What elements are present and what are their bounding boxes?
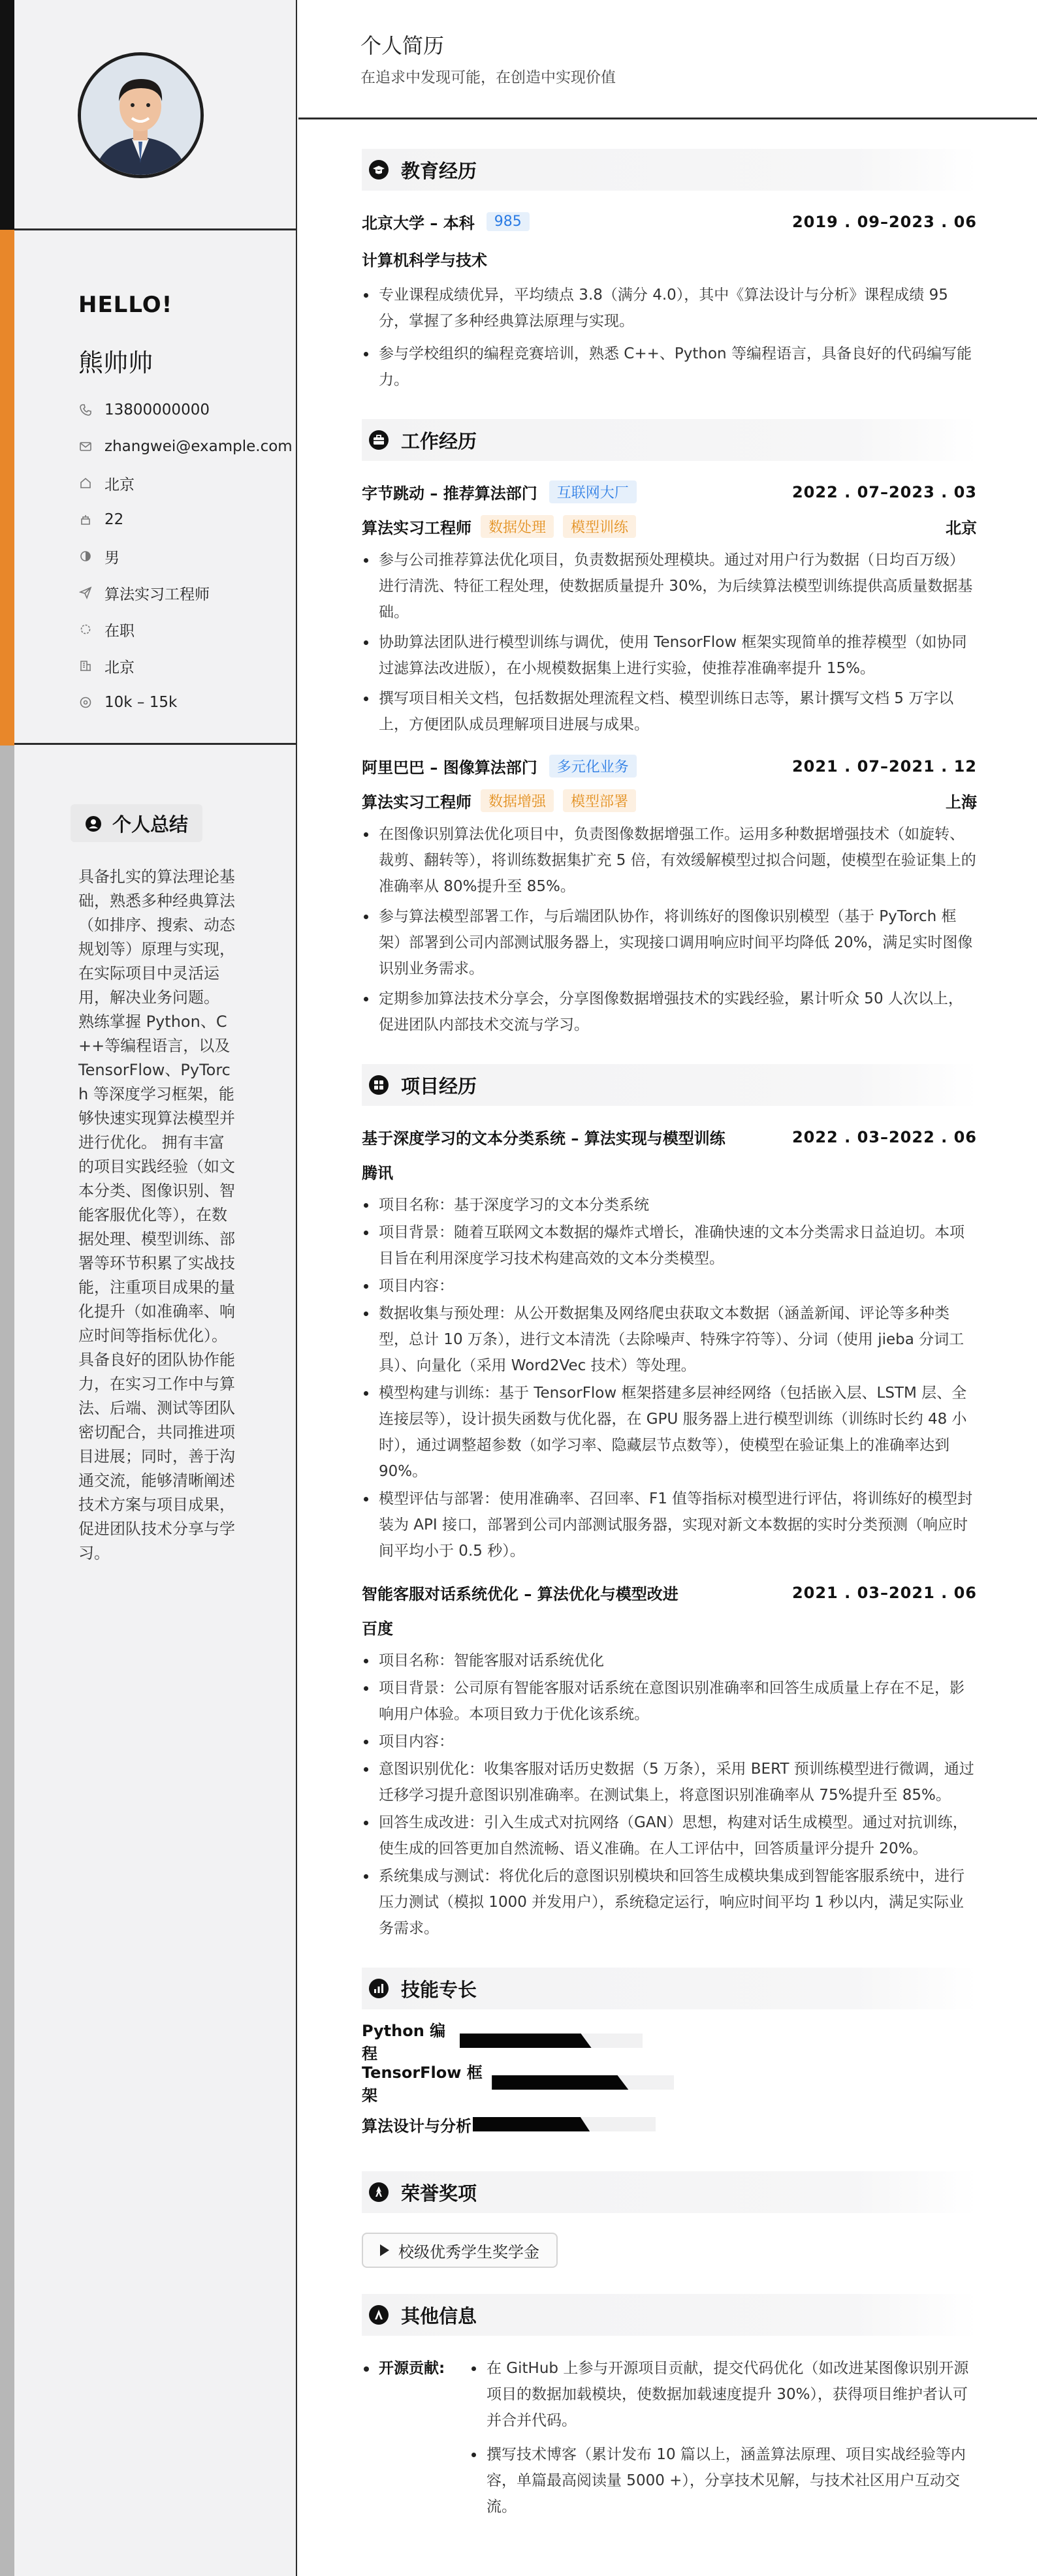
list-item: 撰写技术博客（累计发布 10 篇以上，涵盖算法原理、项目实战经验等内容，单篇最高阅读量 5000 +），分享技术见解，与技术社区用户互动交流。 xyxy=(470,2442,977,2520)
award-label: 校级优秀学生奖学金 xyxy=(398,2242,539,2261)
skill-fill xyxy=(473,2117,590,2131)
list-item: 在图像识别算法优化项目中，负责图像数据增强工作。运用多种数据增强技术（如旋转、裁剪、翻转等），将训练数据集扩充 5 倍，有效缓解模型过拟合问题，使模型在验证集上的准确率从 80%提升至 85%。 xyxy=(362,821,977,900)
skill-item xyxy=(362,2103,674,2145)
skill-name: Python 编程 xyxy=(362,2022,446,2063)
role-tag: 数据处理 xyxy=(481,515,554,538)
sidebar-divider xyxy=(14,743,296,745)
info-salary xyxy=(78,684,293,721)
phone-icon xyxy=(78,403,93,417)
job-role-row xyxy=(362,515,977,538)
list-item: 项目名称：智能客服对话系统优化 xyxy=(362,1648,977,1674)
job-city: 上海 xyxy=(946,793,977,811)
sidebar-stripe-orange xyxy=(0,230,14,746)
salary-icon xyxy=(78,695,93,710)
list-item: 参与算法模型部署工作，与后端团队协作，将训练好的图像识别模型（基于 PyTorch 框架）部署到公司内部测试服务器上，实现接口调用响应时间平均降低 20%，满足实时图像识别业务需求。 xyxy=(362,903,977,982)
section-title: 技能专长 xyxy=(401,1978,477,2001)
info-location xyxy=(78,465,293,501)
info-text: 算法实习工程师 xyxy=(104,586,210,603)
job-company-row xyxy=(362,480,977,503)
project-bullets xyxy=(362,1648,977,1941)
skill-item xyxy=(362,2062,674,2103)
projects-section xyxy=(362,1064,977,1941)
education-section xyxy=(362,149,977,393)
candidate-name: 熊帅帅 xyxy=(78,349,153,377)
section-title: 教育经历 xyxy=(401,159,477,182)
project-item xyxy=(362,1125,977,1564)
award-icon xyxy=(368,2182,389,2203)
company-tag: 互联网大厂 xyxy=(549,480,637,503)
project-org: 百度 xyxy=(362,1620,393,1638)
job-city: 北京 xyxy=(946,519,977,537)
list-item: 撰写项目相关文档，包括数据处理流程文档、模型训练日志等，累计撰写文档 5 万字以上，方便团队成员理解项目进展与成果。 xyxy=(362,685,977,738)
list-item: 协助算法团队进行模型训练与调优，使用 TensorFlow 框架实现简单的推荐模型（如协同过滤算法改进版），在小规模数据集上进行实验，使推荐准确率提升 15%。 xyxy=(362,629,977,682)
job-date: 2021 . 07–2021 . 12 xyxy=(791,757,977,776)
education-date: 2019 . 09–2023 . 06 xyxy=(791,212,977,231)
summary-heading xyxy=(71,804,202,842)
school xyxy=(362,210,530,233)
skill-grid xyxy=(362,2020,977,2145)
info-text: 13800000000 xyxy=(104,401,210,418)
section-title: 荣誉奖项 xyxy=(401,2182,477,2205)
list-item: 专业课程成绩优异，平均绩点 3.8（满分 4.0），其中《算法设计与分析》课程成绩 95 分，掌握了多种经典算法原理与实现。 xyxy=(362,282,977,334)
project-org: 腾讯 xyxy=(362,1164,393,1182)
building-icon xyxy=(78,659,93,673)
list-item: 定期参加算法技术分享会，分享图像数据增强技术的实践经验，累计听众 50 人次以上，促进团队内部技术交流与学习。 xyxy=(362,986,977,1038)
calendar-icon xyxy=(78,512,93,527)
list-item: 项目内容： xyxy=(362,1729,977,1755)
job-bullets xyxy=(362,821,977,1038)
company-name: 字节跳动 – 推荐算法部门 xyxy=(362,484,537,503)
info-position xyxy=(78,574,293,611)
summary-text: 具备扎实的算法理论基础，熟悉多种经典算法（如排序、搜索、动态规划等）原理与实现，在实际项目中灵活运用，解决业务问题。 熟练掌握 Python、C++等编程语言，以及 TensorFlow、PyTorch 等深度学习框架，能够快速实现算法模型并进行优化。 拥有丰富的项目实践经验（如文本分类、图像识别、智能客服优化等），在数据处理、模型训练、部署等环节积累了实战技能，注重项目成果的量化提升（如准确率、响应时间等指标优化）。 具备良好的团队协作能力，在实习工作中与算法、后端、测试等团队密切配合，共同推进项目进展；同时，善于沟通交流，能够清晰阐述技术方案与项目成果，促进团队技术分享与学习。 xyxy=(78,868,235,1562)
contact-info-list xyxy=(78,392,293,721)
info-phone xyxy=(78,392,293,428)
role xyxy=(362,515,636,538)
mail-icon xyxy=(78,439,93,454)
info-text: 在职 xyxy=(104,622,135,640)
resume-subtitle: 在追求中发现可能，在创造中实现价值 xyxy=(360,69,616,86)
project-title-row xyxy=(362,1125,977,1148)
content-column xyxy=(362,149,977,2546)
summary-title: 个人总结 xyxy=(112,813,189,836)
open-source-row xyxy=(362,2355,977,2520)
project-item xyxy=(362,1581,977,1941)
info-gender xyxy=(78,538,293,574)
list-item: 参与公司推荐算法优化项目，负责数据预处理模块。通过对用户行为数据（日均百万级）进行清洗、特征工程处理，使数据质量提升 30%，为后续算法模型训练提供高质量数据基础。 xyxy=(362,547,977,625)
other-label: 开源贡献: xyxy=(362,2355,470,2520)
job-item xyxy=(362,755,977,1038)
company xyxy=(362,755,637,778)
list-item: 回答生成改进：引入生成式对抗网络（GAN）思想，构建对话生成模型。通过对抗训练，使生成的回答更加自然流畅、语义准确。在人工评估中，回答质量评分提升 20%。 xyxy=(362,1810,977,1862)
info-age xyxy=(78,501,293,538)
section-heading xyxy=(362,419,977,461)
list-item: 项目背景：公司原有智能客服对话系统在意图识别准确率和回答生成质量上存在不足，影响用户体验。本项目致力于优化该系统。 xyxy=(362,1675,977,1727)
user-circle-icon xyxy=(85,815,102,832)
resume-title: 个人简历 xyxy=(360,33,445,58)
section-heading xyxy=(362,2294,977,2336)
skill-bar xyxy=(492,2075,674,2090)
graduation-cap-icon xyxy=(368,159,389,180)
sidebar-divider xyxy=(14,228,296,230)
info-icon xyxy=(368,2304,389,2325)
project-bullets xyxy=(362,1192,977,1564)
list-item: 系统集成与测试：将优化后的意图识别模块和回答生成模块集成到智能客服系统中，进行压力测试（模拟 1000 并发用户），系统稳定运行，响应时间平均 1 秒以内，满足实际业务需求。 xyxy=(362,1863,977,1941)
project-title-row xyxy=(362,1581,977,1604)
avatar xyxy=(78,52,204,178)
role-tag: 数据增强 xyxy=(481,789,554,812)
section-title: 工作经历 xyxy=(401,430,477,452)
section-heading xyxy=(362,2171,977,2213)
job-role-row xyxy=(362,789,977,812)
other-section xyxy=(362,2294,977,2520)
send-icon xyxy=(78,586,93,600)
home-icon xyxy=(78,476,93,490)
company-tag: 多元化业务 xyxy=(549,755,637,778)
sidebar xyxy=(0,0,297,2576)
main-content xyxy=(298,0,1037,2576)
info-text: 北京 xyxy=(104,659,135,676)
info-status xyxy=(78,611,293,648)
skill-fill xyxy=(460,2034,592,2048)
section-heading xyxy=(362,149,977,191)
job-item xyxy=(362,480,977,738)
school-tag: 985 xyxy=(487,212,530,231)
job-bullets xyxy=(362,547,977,738)
company xyxy=(362,480,637,503)
info-text: 22 xyxy=(104,511,124,528)
honors-section xyxy=(362,2171,977,2268)
info-work-city xyxy=(78,648,293,684)
skill-bar xyxy=(473,2117,656,2131)
school-name: 北京大学 – 本科 xyxy=(362,214,475,232)
list-item: 在 GitHub 上参与开源项目贡献，提交代码优化（如改进某图像识别开源项目的数据加载模块，使数据加载速度提升 30%），获得项目维护者认可并合并代码。 xyxy=(470,2355,977,2434)
info-text: 10k – 15k xyxy=(104,694,178,711)
list-item: 项目内容： xyxy=(362,1273,977,1299)
skill-name: 算法设计与分析 xyxy=(362,2116,471,2135)
avatar-portrait-icon xyxy=(81,55,200,175)
section-heading xyxy=(362,1064,977,1106)
list-item: 参与学校组织的编程竞赛培训，熟悉 C++、Python 等编程语言，具备良好的代码编写能力。 xyxy=(362,341,977,393)
project-date: 2021 . 03–2021 . 06 xyxy=(791,1583,977,1602)
work-section xyxy=(362,419,977,1038)
project-date: 2022 . 03–2022 . 06 xyxy=(791,1127,977,1146)
info-text: zhangwei@example.com xyxy=(104,438,293,455)
sidebar-stripe-black xyxy=(0,0,14,230)
info-text: 北京 xyxy=(104,476,135,494)
greeting: HELLO! xyxy=(78,292,173,318)
section-heading xyxy=(362,1968,977,2009)
role-tag: 模型部署 xyxy=(563,789,636,812)
award-item[interactable] xyxy=(362,2233,558,2268)
role xyxy=(362,789,636,812)
section-title: 其他信息 xyxy=(401,2304,477,2327)
award-list xyxy=(362,2233,977,2268)
info-email xyxy=(78,428,293,465)
education-row xyxy=(362,210,977,233)
status-icon xyxy=(78,622,93,636)
play-icon xyxy=(380,2244,389,2256)
role-name: 算法实习工程师 xyxy=(362,793,471,811)
resume-header xyxy=(298,0,1037,119)
section-title: 项目经历 xyxy=(401,1075,477,1097)
skill-name: TensorFlow 框架 xyxy=(362,2064,483,2105)
role-tag: 模型训练 xyxy=(563,515,636,538)
info-text: 男 xyxy=(104,549,120,567)
project-name: 智能客服对话系统优化 – 算法优化与模型改进 xyxy=(362,1585,678,1603)
list-item: 模型构建与训练：基于 TensorFlow 框架搭建多层神经网络（包括嵌入层、LSTM 层、全连接层等），设计损失函数与优化器，在 GPU 服务器上进行模型训练（训练时长约 48 小时），通过调整超参数（如学习率、隐藏层节点数等），使模型在验证集上的准确率达到 90%。 xyxy=(362,1380,977,1484)
other-bullets xyxy=(470,2355,977,2520)
skill-fill xyxy=(492,2075,628,2090)
list-item: 项目背景：随着互联网文本数据的爆炸式增长，准确快速的文本分类需求日益迫切。本项目旨在利用深度学习技术构建高效的文本分类模型。 xyxy=(362,1219,977,1272)
major: 计算机科学与技术 xyxy=(362,251,487,270)
company-name: 阿里巴巴 – 图像算法部门 xyxy=(362,759,537,777)
briefcase-icon xyxy=(368,430,389,450)
list-item: 意图识别优化：收集客服对话历史数据（5 万条），采用 BERT 预训练模型进行微调，通过迁移学习提升意图识别准确率。在测试集上，将意图识别准确率从 75%提升至 85%。 xyxy=(362,1756,977,1808)
gender-icon xyxy=(78,549,93,563)
list-item: 项目名称：基于深度学习的文本分类系统 xyxy=(362,1192,977,1218)
project-name: 基于深度学习的文本分类系统 – 算法实现与模型训练 xyxy=(362,1129,726,1148)
chart-icon xyxy=(368,1978,389,1999)
role-name: 算法实习工程师 xyxy=(362,519,471,537)
skill-bar xyxy=(460,2034,643,2048)
grid-icon xyxy=(368,1075,389,1095)
skills-section xyxy=(362,1968,977,2145)
job-company-row xyxy=(362,755,977,778)
education-bullets xyxy=(362,282,977,393)
job-date: 2022 . 07–2023 . 03 xyxy=(791,482,977,501)
skill-item xyxy=(362,2020,674,2062)
list-item: 模型评估与部署：使用准确率、召回率、F1 值等指标对模型进行评估，将训练好的模型封装为 API 接口，部署到公司内部测试服务器，实现对新文本数据的实时分类预测（响应时间平均小于 0.5 秒）。 xyxy=(362,1486,977,1564)
list-item: 数据收集与预处理：从公开数据集及网络爬虫获取文本数据（涵盖新闻、评论等多种类型，总计 10 万条），进行文本清洗（去除噪声、特殊字符等）、分词（使用 jieba 分词工具）、向量化（采用 Word2Vec 技术）等处理。 xyxy=(362,1300,977,1379)
sidebar-stripe-gray xyxy=(0,746,14,2576)
